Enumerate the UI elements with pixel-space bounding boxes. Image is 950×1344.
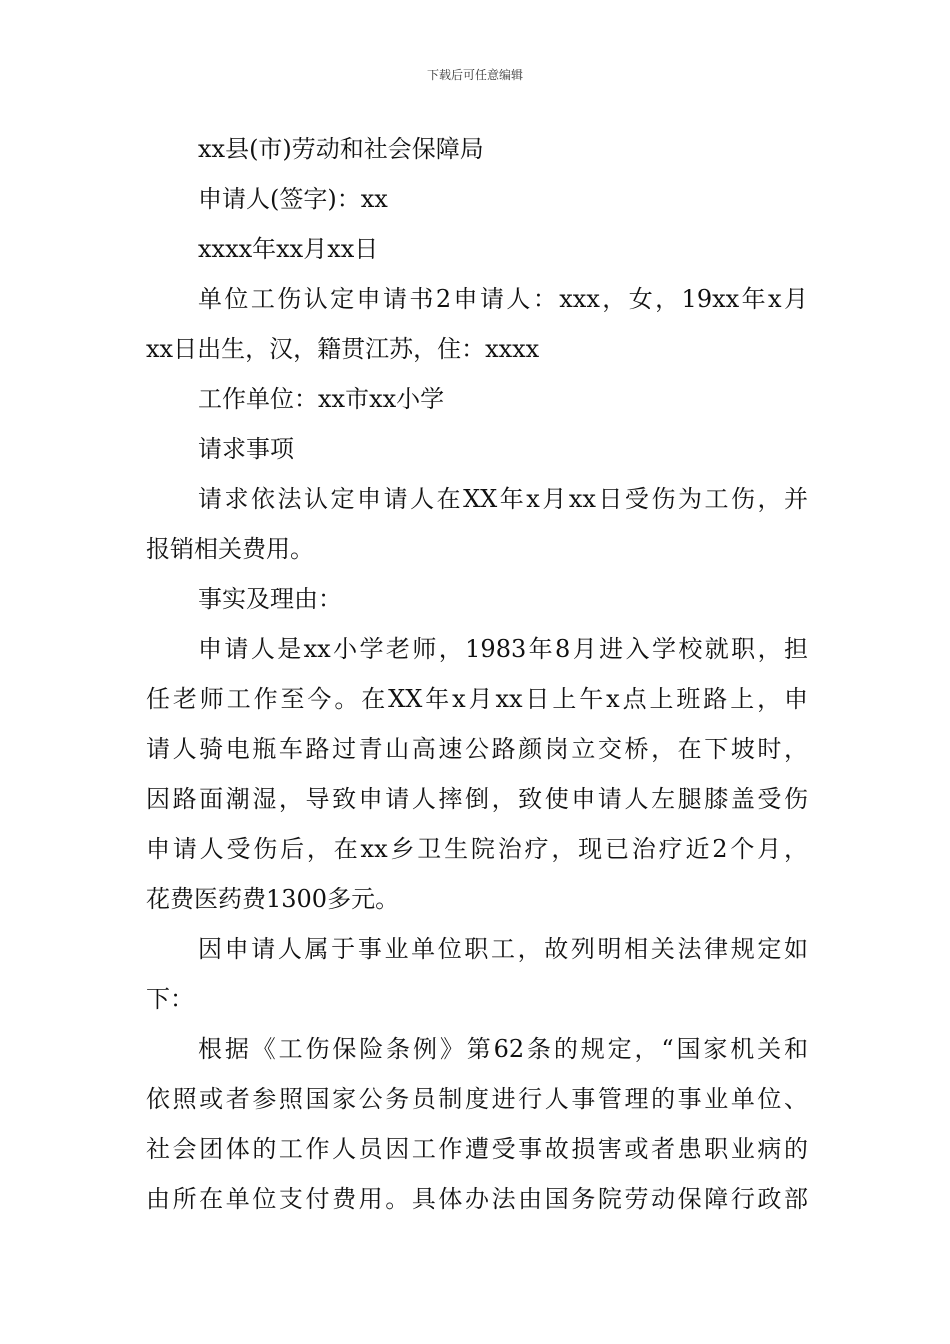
work-unit-line: 工作单位：xx市xx小学: [198, 385, 445, 413]
facts-line-5: 申请人受伤后，在xx乡卫生院治疗，现已治疗近2个月，: [146, 835, 808, 863]
date-line: xxxx年xx月xx日: [198, 235, 379, 263]
recipient-line: xx县(市)劳动和社会保障局: [198, 135, 484, 163]
facts-line-2: 任老师工作至今。在XX年x月xx日上午x点上班路上，申: [146, 685, 808, 713]
request-line-1: 请求依法认定申请人在XX年x月xx日受伤为工伤，并: [198, 485, 808, 513]
section-heading-request: 请求事项: [198, 435, 294, 463]
legal-line-3: 社会团体的工作人员因工作遭受事故损害或者患职业病的: [146, 1135, 808, 1163]
signature-line: 申请人(签字)：xx: [198, 185, 388, 213]
applicant-info-line-2: xx日出生，汉，籍贯江苏，住：xxxx: [146, 335, 540, 363]
legal-line-2: 依照或者参照国家公务员制度进行人事管理的事业单位、: [146, 1085, 808, 1113]
section-heading-facts: 事实及理由：: [198, 585, 342, 613]
page-header: 下载后可任意编辑: [426, 68, 523, 82]
legal-intro-line-1: 因申请人属于事业单位职工，故列明相关法律规定如: [198, 935, 808, 963]
legal-line-1: 根据《工伤保险条例》第62条的规定，“国家机关和: [198, 1035, 808, 1063]
facts-line-1: 申请人是xx小学老师，1983年8月进入学校就职，担: [198, 635, 808, 663]
facts-line-6: 花费医药费1300多元。: [146, 885, 400, 913]
document-body: [146, 124, 808, 1224]
legal-line-4: 由所在单位支付费用。具体办法由国务院劳动保障行政部: [146, 1185, 808, 1213]
facts-line-3: 请人骑电瓶车路过青山高速公路颜岗立交桥，在下坡时，: [146, 735, 808, 763]
request-line-2: 报销相关费用。: [146, 535, 314, 563]
facts-line-4: 因路面潮湿，导致申请人摔倒，致使申请人左腿膝盖受伤: [146, 785, 808, 813]
legal-intro-line-2: 下：: [146, 985, 194, 1013]
applicant-info-line-1: 单位工伤认定申请书2申请人：xxx，女，19xx年x月: [198, 285, 808, 313]
